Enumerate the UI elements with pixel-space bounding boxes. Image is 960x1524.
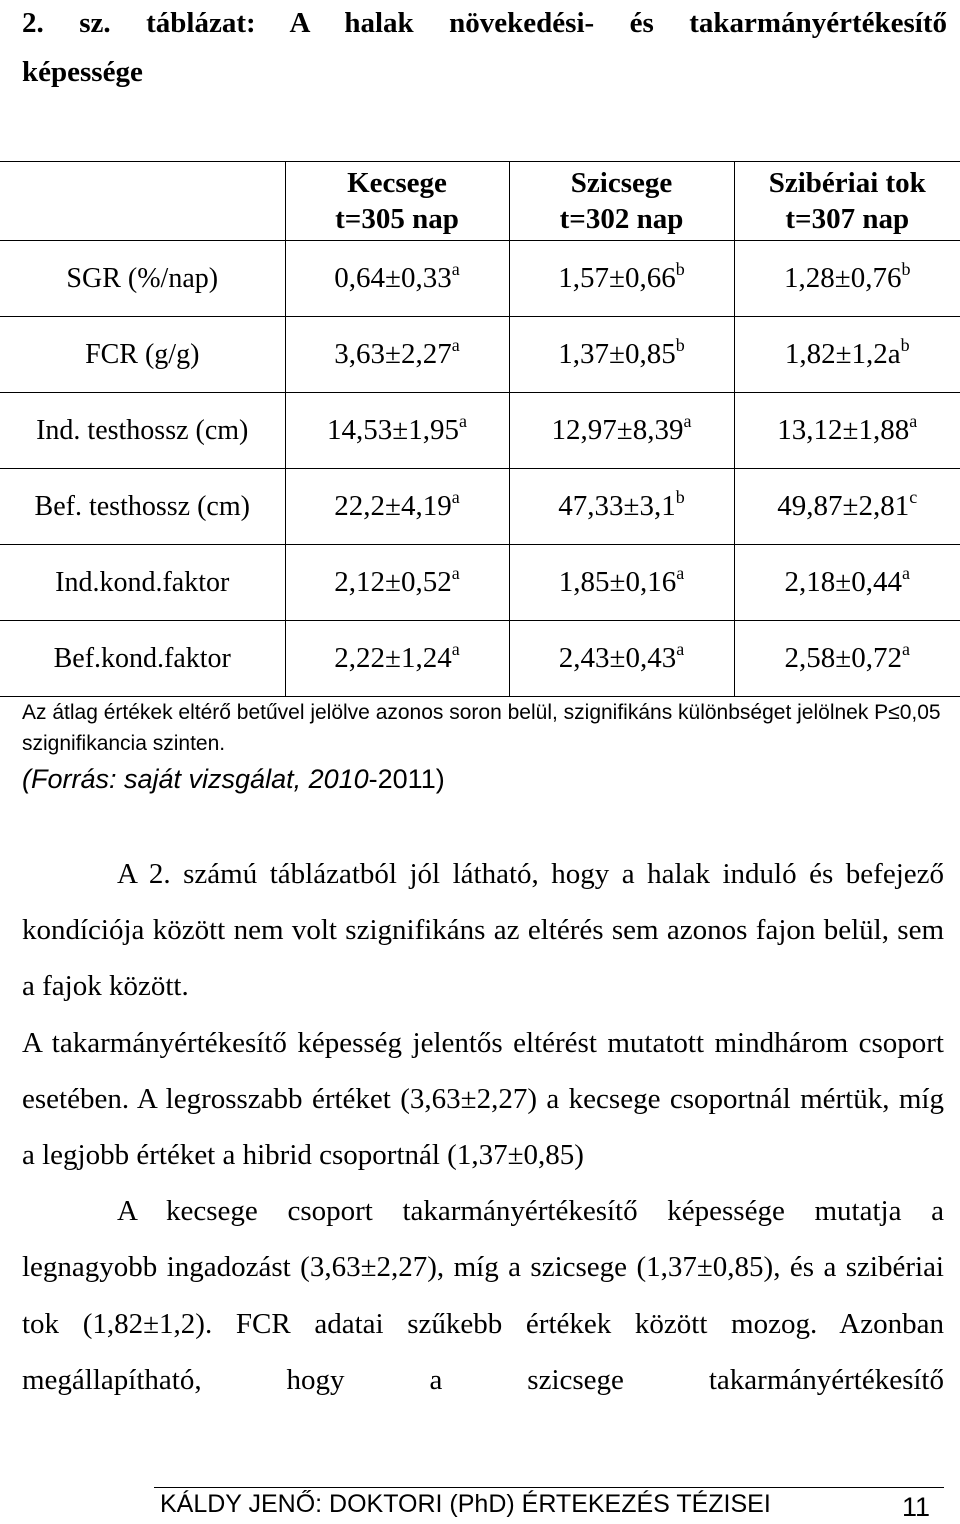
table-cell: 13,12±1,88$^a$ bbox=[734, 393, 960, 469]
table-cell: 49,87±2,81$^c$ bbox=[734, 469, 960, 545]
table-caption-line2: képessége bbox=[22, 56, 143, 88]
table-row bbox=[0, 241, 960, 317]
table-cell: 2,22±1,24$^a$ bbox=[285, 621, 509, 697]
table-row bbox=[0, 469, 960, 545]
header-cell: Szicsege t=302 nap bbox=[509, 162, 734, 241]
header-cell: Szibériai tok t=307 nap bbox=[734, 162, 960, 241]
row-label: SGR (%/nap) bbox=[0, 241, 285, 317]
row-label: Ind. testhossz (cm) bbox=[0, 393, 285, 469]
table-cell: 2,58±0,72$^a$ bbox=[734, 621, 960, 697]
table-cell: 12,97±8,39$^a$ bbox=[509, 393, 734, 469]
table-footnote: Az átlag értékek eltérő betűvel jelölve azonos soron belül, szignifikáns különbséget jelölnek P≤0,05 szignifikancia szinten. bbox=[22, 701, 941, 755]
table-header-row bbox=[0, 162, 960, 241]
table-row bbox=[0, 621, 960, 697]
paragraph: A kecsege csoport takarmányértékesítő képessége mutatja a legnagyobb ingadozást (3,63±2,27), míg a szicsege (1,37±0,85), és a szibériai tok (1,82±1,2). FCR adatai szűkebb értékek között mozog. Azonban megállapítható, hogy a szicsege takarmányértékesítő bbox=[22, 1195, 944, 1396]
table-cell: 3,63±2,27$^a$ bbox=[285, 317, 509, 393]
table-cell: 2,43±0,43$^a$ bbox=[509, 621, 734, 697]
page-number: 11 bbox=[902, 1492, 931, 1522]
table-cell: 22,2±4,19$^a$ bbox=[285, 469, 509, 545]
table-row bbox=[0, 393, 960, 469]
row-label: Bef.kond.faktor bbox=[0, 621, 285, 697]
table-cell: $1,82\pm 1,2a^b$ bbox=[734, 317, 960, 393]
results-table bbox=[0, 161, 960, 697]
table-row bbox=[0, 317, 960, 393]
header-empty-cell bbox=[0, 162, 285, 241]
table-cell: 1,57±0,66$^b$ bbox=[509, 241, 734, 317]
body-text bbox=[22, 846, 944, 1408]
page-footer: KÁLDY JENŐ: DOKTORI (PhD) ÉRTEKEZÉS TÉZISEI bbox=[160, 1490, 771, 1518]
table-cell: 14,53±1,95$^a$ bbox=[285, 393, 509, 469]
table-row bbox=[0, 545, 960, 621]
header-cell: Kecsege t=305 nap bbox=[285, 162, 509, 241]
paragraph: A 2. számú táblázatból jól látható, hogy a halak induló és befejező kondíciója között nem volt szignifikáns az eltérés sem azonos fajon belül, sem a fajok között. bbox=[22, 858, 944, 1003]
table-cell: 1,37±0,85$^b$ bbox=[509, 317, 734, 393]
table-cell: 1,28±0,76$^b$ bbox=[734, 241, 960, 317]
table-caption-line1: 2. sz. táblázat: A halak növekedési- és takarmányértékesítő bbox=[22, 7, 947, 39]
table-cell: 1,85±0,16$^a$ bbox=[509, 545, 734, 621]
table-cell: 47,33±3,1$^b$ bbox=[509, 469, 734, 545]
row-label: Bef. testhossz (cm) bbox=[0, 469, 285, 545]
paragraph: A takarmányértékesítő képesség jelentős eltérést mutatott mindhárom csoport esetében. A legrosszabb értéket (3,63±2,27) a kecsege csoportnál mértük, míg a legjobb értéket a hibrid csoportnál (1,37±0,85) bbox=[22, 1026, 944, 1172]
table-cell: 2,12±0,52$^a$ bbox=[285, 545, 509, 621]
table-cell: 0,64±0,33$^a$ bbox=[285, 241, 509, 317]
table-source: (Forrás: saját vizsgálat, 2010-2011) bbox=[22, 764, 445, 794]
table-cell: 2,18±0,44$^a$ bbox=[734, 545, 960, 621]
row-label: Ind.kond.faktor bbox=[0, 545, 285, 621]
row-label: FCR (g/g) bbox=[0, 317, 285, 393]
